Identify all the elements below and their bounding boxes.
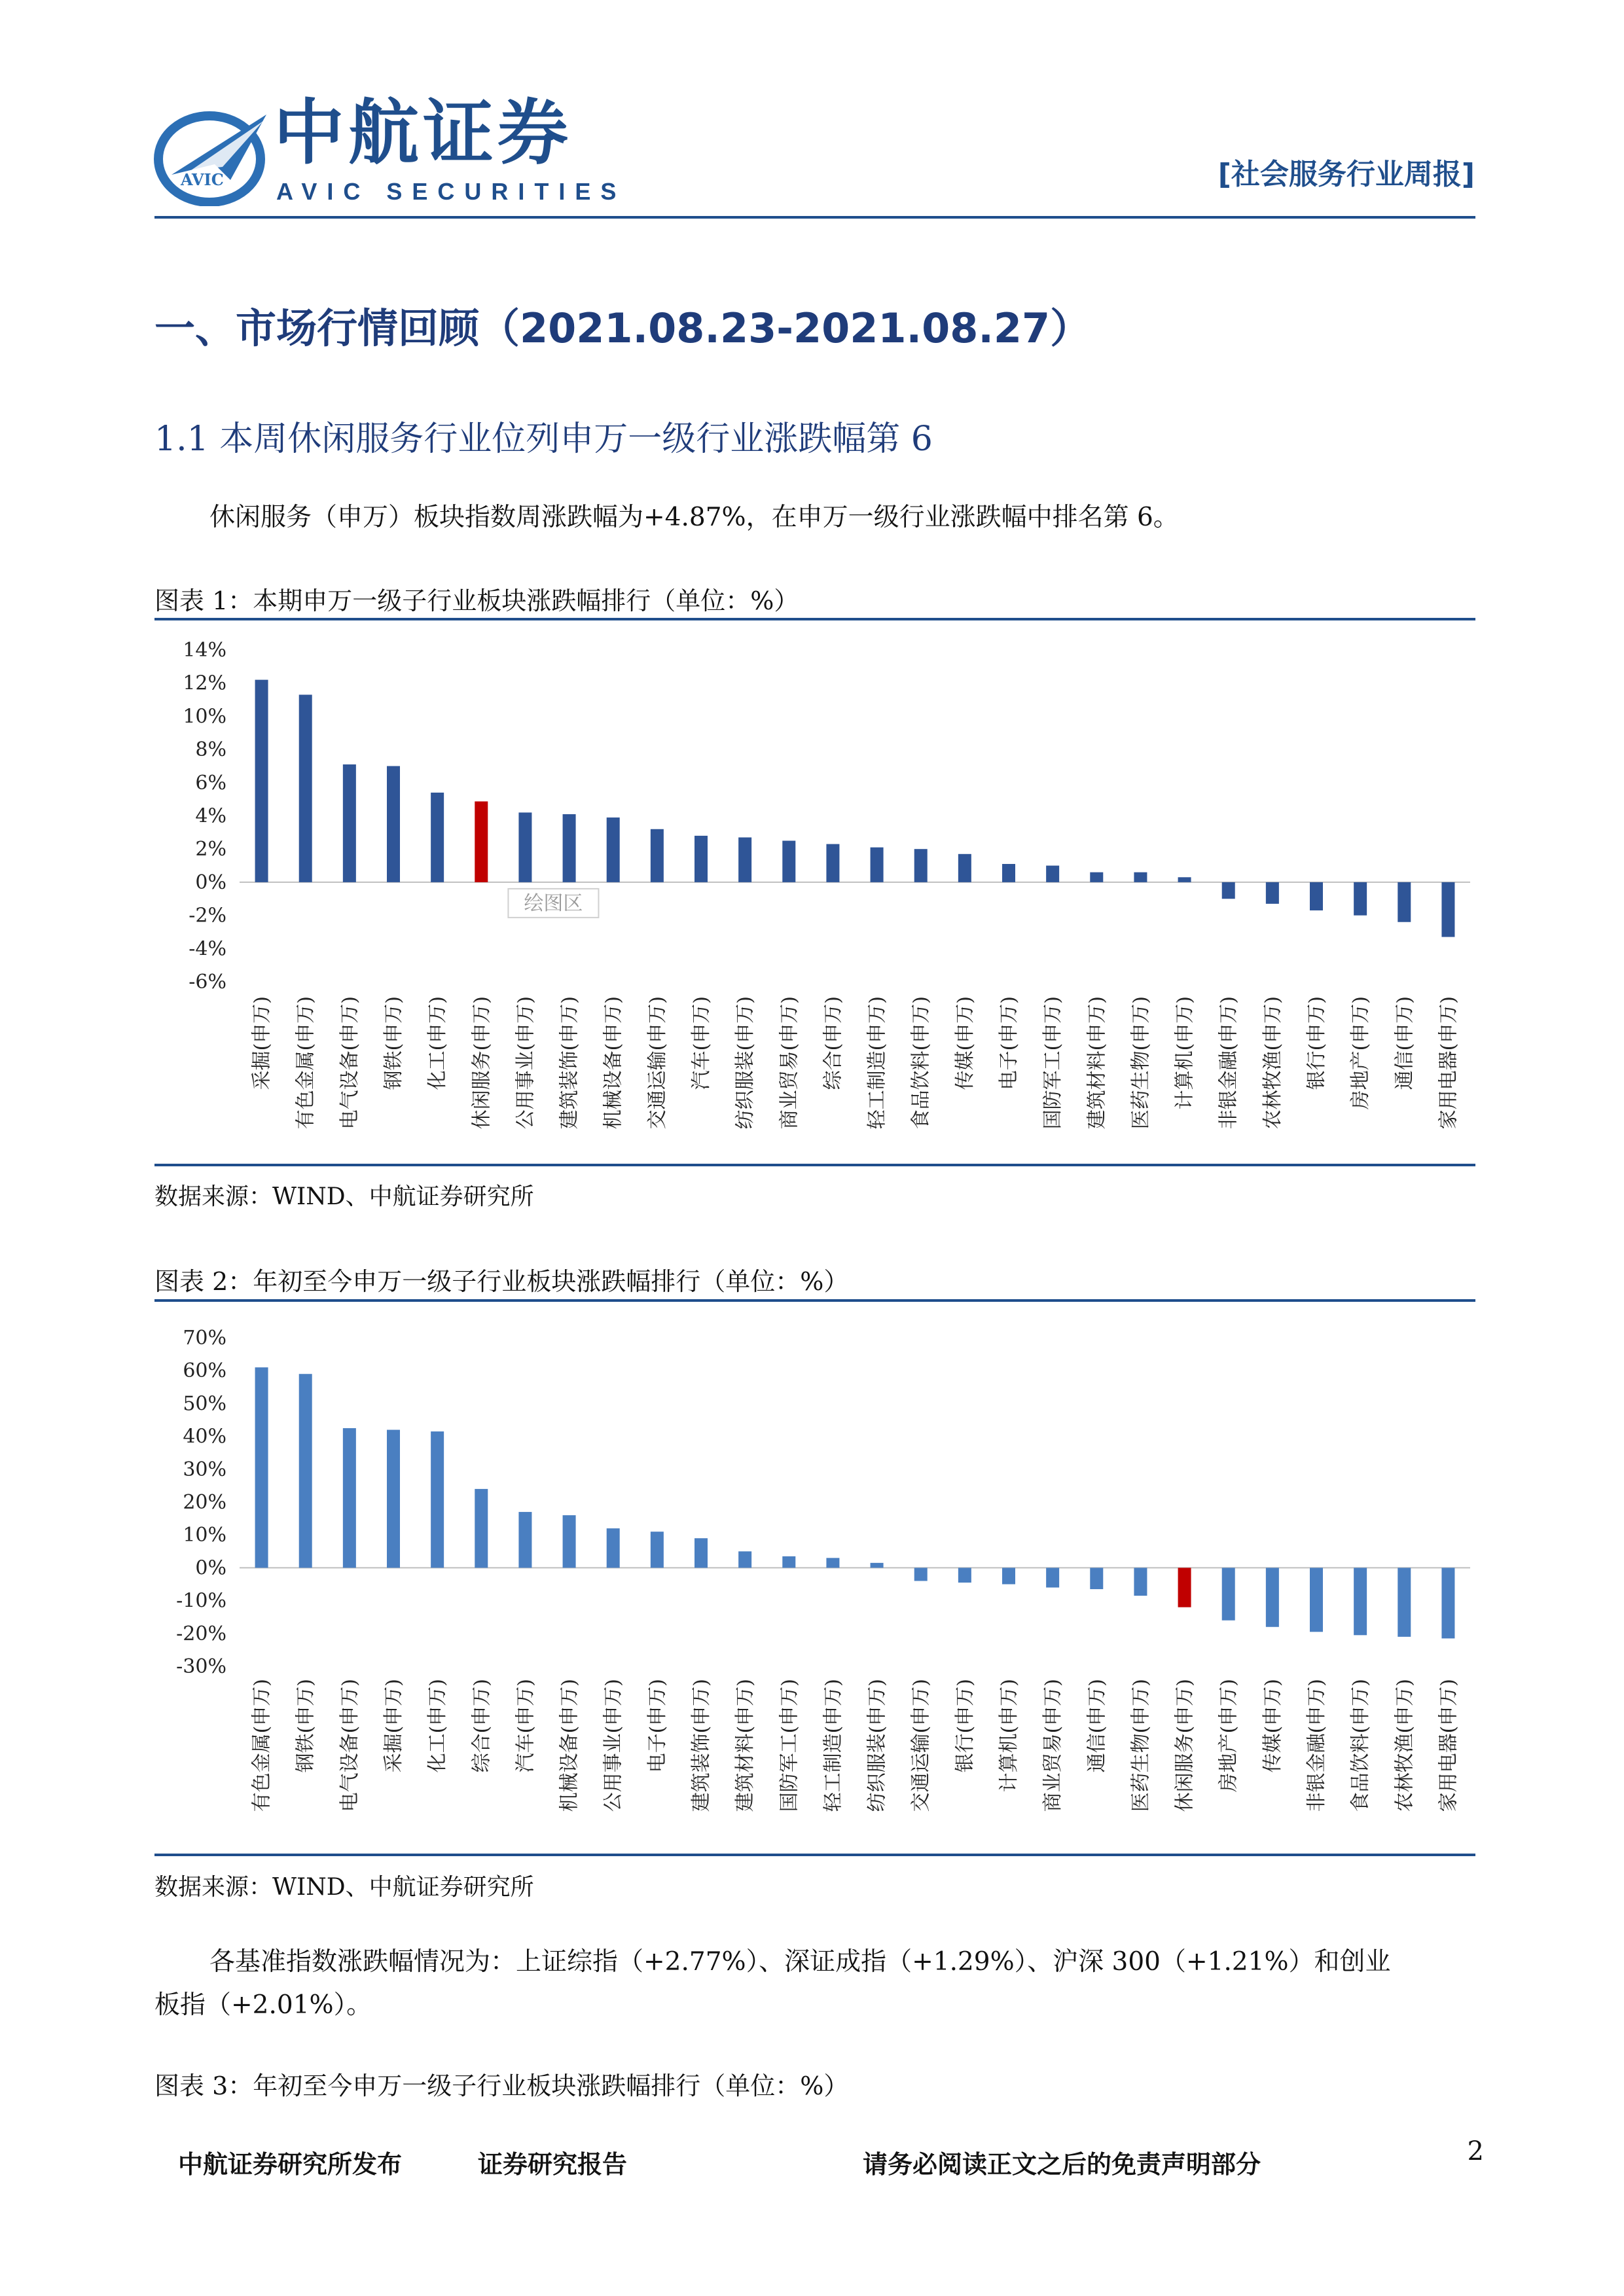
x-category-label: 建筑装饰(申万) (558, 996, 581, 1130)
bar-钢铁(申万) (387, 766, 400, 882)
x-category-label: 非银金融(申万) (1305, 1679, 1328, 1812)
bar-国防军工(申万) (782, 1556, 795, 1568)
x-category-label: 电子(申万) (645, 1679, 669, 1773)
x-category-label: 房地产(申万) (1349, 996, 1373, 1110)
page-number: 2 (1467, 2136, 1484, 2166)
paragraph-ranking: 休闲服务（申万）板块指数周涨跌幅为+4.87%，在申万一级行业涨跌幅中排名第 6。 (209, 503, 1179, 532)
x-category-label: 计算机(申万) (1173, 996, 1197, 1110)
y-tick-label: 60% (183, 1359, 226, 1383)
x-category-label: 家用电器(申万) (1437, 996, 1460, 1130)
bar-机械设备(申万) (607, 817, 620, 882)
x-category-label: 商业贸易(申万) (778, 996, 801, 1130)
x-category-label: 食品饮料(申万) (909, 996, 933, 1130)
figure-3-title: 图表 3：年初至今申万一级子行业板块涨跌幅排行（单位：%） (154, 2072, 849, 2100)
x-category-label: 银行(申万) (1305, 996, 1328, 1090)
y-tick-label: 20% (183, 1491, 226, 1514)
logo-english-name: AVIC SECURITIES (276, 178, 626, 205)
bar-家用电器(申万) (1441, 882, 1454, 937)
x-category-label: 有色金属(申万) (250, 1679, 274, 1812)
x-category-label: 国防军工(申万) (1041, 996, 1065, 1130)
bar-食品饮料(申万) (1354, 1568, 1367, 1635)
x-category-label: 化工(申万) (426, 1679, 450, 1773)
figure-2-top-rule (154, 1299, 1475, 1302)
x-category-label: 通信(申万) (1393, 996, 1416, 1090)
bar-有色金属(申万) (255, 1367, 268, 1568)
bar-房地产(申万) (1354, 882, 1367, 916)
x-category-label: 医药生物(申万) (1129, 996, 1153, 1130)
y-tick-label: 8% (195, 738, 226, 762)
bar-建筑装饰(申万) (695, 1538, 708, 1568)
paragraph-benchmarks-line1: 各基准指数涨跌幅情况为：上证综指（+2.77%）、深证成指（+1.29%）、沪深 300（+1.21%）和创业 (209, 1947, 1391, 1977)
x-category-label: 轻工制造(申万) (821, 1679, 845, 1812)
y-tick-label: -4% (189, 937, 226, 961)
footer-disclaimer: 请务必阅读正文之后的免责声明部分 (863, 2150, 1261, 2179)
bar-休闲服务(申万) (475, 801, 488, 882)
subsection-title: 1.1 本周休闲服务行业位列申万一级行业涨跌幅第 6 (154, 420, 933, 459)
chart-ytd-change (154, 1302, 1475, 1852)
bar-农林牧渔(申万) (1398, 1568, 1411, 1636)
bar-计算机(申万) (1178, 877, 1191, 882)
figure-1-source: 数据来源：WIND、中航证券研究所 (154, 1183, 534, 1210)
x-category-label: 休闲服务(申万) (470, 996, 494, 1130)
y-tick-label: 30% (183, 1458, 226, 1481)
avic-logo-icon (152, 101, 276, 206)
figure-2-bottom-rule (154, 1854, 1475, 1856)
bar-综合(申万) (475, 1489, 488, 1568)
x-category-label: 有色金属(申万) (294, 996, 317, 1130)
chart-weekly-change (154, 622, 1475, 1162)
x-category-label: 机械设备(申万) (602, 996, 625, 1130)
x-category-label: 传媒(申万) (953, 996, 977, 1090)
x-category-label: 采掘(申万) (382, 1679, 405, 1773)
x-category-label: 建筑材料(申万) (1085, 996, 1109, 1130)
bar-休闲服务(申万) (1178, 1568, 1191, 1607)
header-divider (154, 216, 1475, 219)
bar-采掘(申万) (255, 680, 268, 882)
x-category-label: 医药生物(申万) (1129, 1679, 1153, 1812)
x-category-label: 国防军工(申万) (778, 1679, 801, 1812)
y-tick-label: 12% (183, 672, 226, 695)
y-tick-label: -2% (189, 904, 226, 927)
x-category-label: 家用电器(申万) (1437, 1679, 1460, 1812)
x-category-label: 汽车(申万) (690, 996, 713, 1090)
bar-建筑材料(申万) (738, 1551, 751, 1568)
bar-轻工制造(申万) (826, 1558, 839, 1568)
bar-食品饮料(申万) (914, 849, 928, 882)
bar-电气设备(申万) (343, 764, 356, 882)
x-category-label: 非银金融(申万) (1217, 996, 1240, 1130)
bar-银行(申万) (1310, 882, 1323, 910)
bar-机械设备(申万) (563, 1515, 576, 1568)
figure-1-title: 图表 1：本期申万一级子行业板块涨跌幅排行（单位：%） (154, 586, 799, 615)
bar-国防军工(申万) (1046, 866, 1059, 882)
bar-公用事业(申万) (607, 1528, 620, 1568)
x-category-label: 机械设备(申万) (558, 1679, 581, 1812)
x-category-label: 建筑装饰(申万) (690, 1679, 713, 1812)
figure-2-title: 图表 2：年初至今申万一级子行业板块涨跌幅排行（单位：%） (154, 1267, 849, 1296)
report-type-label: [社会服务行业周报] (1218, 158, 1475, 191)
x-category-label: 纺织服装(申万) (865, 1679, 889, 1812)
x-category-label: 交通运输(申万) (909, 1679, 933, 1812)
x-category-label: 食品饮料(申万) (1349, 1679, 1373, 1812)
bar-纺织服装(申万) (871, 1563, 884, 1568)
x-category-label: 综合(申万) (821, 996, 845, 1090)
x-category-label: 银行(申万) (953, 1679, 977, 1773)
bar-商业贸易(申万) (782, 841, 795, 882)
x-category-label: 电气设备(申万) (338, 1679, 361, 1812)
x-category-label: 采掘(申万) (250, 996, 274, 1090)
x-category-label: 通信(申万) (1085, 1679, 1109, 1773)
x-category-label: 化工(申万) (426, 996, 450, 1090)
figure-2-source: 数据来源：WIND、中航证券研究所 (154, 1874, 534, 1901)
bar-非银金融(申万) (1222, 882, 1235, 899)
x-category-label: 钢铁(申万) (294, 1679, 317, 1773)
y-tick-label: 2% (195, 838, 226, 861)
x-category-label: 建筑材料(申万) (734, 1679, 757, 1812)
x-category-label: 综合(申万) (470, 1679, 494, 1773)
x-category-label: 轻工制造(申万) (865, 996, 889, 1130)
x-category-label: 公用事业(申万) (514, 996, 537, 1130)
bar-电子(申万) (651, 1532, 664, 1568)
y-tick-label: 4% (195, 804, 226, 828)
paragraph-benchmarks-line2: 板指（+2.01%）。 (154, 1990, 372, 2020)
figure-1-top-rule (154, 618, 1475, 620)
bar-采掘(申万) (387, 1430, 400, 1568)
bar-银行(申万) (958, 1568, 971, 1583)
bar-轻工制造(申万) (871, 848, 884, 882)
bar-通信(申万) (1090, 1568, 1103, 1589)
x-category-label: 房地产(申万) (1217, 1679, 1240, 1793)
x-category-label: 农林牧渔(申万) (1261, 996, 1284, 1130)
bar-电气设备(申万) (343, 1428, 356, 1568)
bar-公用事业(申万) (518, 812, 532, 882)
x-category-label: 电子(申万) (998, 996, 1020, 1090)
bar-房地产(申万) (1222, 1568, 1235, 1620)
bar-交通运输(申万) (651, 829, 664, 882)
y-tick-label: 40% (183, 1425, 226, 1448)
footer-publisher: 中航证券研究所发布 (178, 2150, 403, 2179)
bar-医药生物(申万) (1134, 872, 1147, 882)
bar-建筑材料(申万) (1090, 872, 1103, 882)
bar-汽车(申万) (695, 836, 708, 882)
x-category-label: 商业贸易(申万) (1041, 1679, 1065, 1812)
bar-建筑装饰(申万) (563, 814, 576, 882)
bar-商业贸易(申万) (1046, 1568, 1059, 1587)
x-category-label: 公用事业(申万) (602, 1679, 625, 1812)
y-tick-label: 50% (183, 1392, 226, 1416)
y-tick-label: -6% (189, 971, 226, 994)
y-tick-label: 6% (195, 771, 226, 795)
y-tick-label: 10% (183, 1524, 226, 1547)
x-category-label: 汽车(申万) (514, 1679, 537, 1773)
y-tick-label: 14% (183, 639, 226, 662)
x-category-label: 计算机(申万) (998, 1679, 1020, 1793)
bar-传媒(申万) (1266, 1568, 1279, 1626)
y-tick-label: 70% (183, 1327, 226, 1350)
plot-area-tooltip-text: 绘图区 (524, 891, 583, 915)
bar-计算机(申万) (1002, 1568, 1015, 1584)
bar-有色金属(申万) (299, 694, 312, 882)
footer-report-label: 证券研究报告 (478, 2150, 628, 2179)
y-tick-label: 10% (183, 705, 226, 728)
bar-家用电器(申万) (1441, 1568, 1454, 1638)
y-tick-label: 0% (195, 870, 226, 894)
x-category-label: 交通运输(申万) (645, 996, 669, 1130)
x-category-label: 休闲服务(申万) (1173, 1679, 1197, 1812)
bar-纺织服装(申万) (738, 837, 751, 882)
x-category-label: 传媒(申万) (1261, 1679, 1284, 1773)
y-tick-label: -10% (176, 1589, 226, 1613)
figure-1-bottom-rule (154, 1164, 1475, 1166)
x-category-label: 农林牧渔(申万) (1393, 1679, 1416, 1812)
section-title: 一、市场行情回顾（2021.08.23-2021.08.27） (154, 304, 1091, 352)
bar-通信(申万) (1398, 882, 1411, 922)
y-tick-label: 0% (195, 1556, 226, 1580)
logo-chinese-name: 中航证券 (274, 92, 573, 174)
bar-交通运输(申万) (914, 1568, 928, 1581)
y-tick-label: -30% (176, 1655, 226, 1678)
bar-农林牧渔(申万) (1266, 882, 1279, 904)
bar-化工(申万) (431, 793, 444, 882)
bar-汽车(申万) (518, 1512, 532, 1568)
logo-badge-text: AVIC (181, 170, 224, 189)
x-category-label: 纺织服装(申万) (734, 996, 757, 1130)
bar-医药生物(申万) (1134, 1568, 1147, 1596)
x-category-label: 钢铁(申万) (382, 996, 405, 1090)
bar-综合(申万) (826, 844, 839, 882)
bar-钢铁(申万) (299, 1374, 312, 1568)
y-tick-label: -20% (176, 1622, 226, 1645)
bar-传媒(申万) (958, 854, 971, 882)
bar-非银金融(申万) (1310, 1568, 1323, 1632)
bar-电子(申万) (1002, 864, 1015, 882)
x-category-label: 电气设备(申万) (338, 996, 361, 1130)
bar-化工(申万) (431, 1431, 444, 1568)
